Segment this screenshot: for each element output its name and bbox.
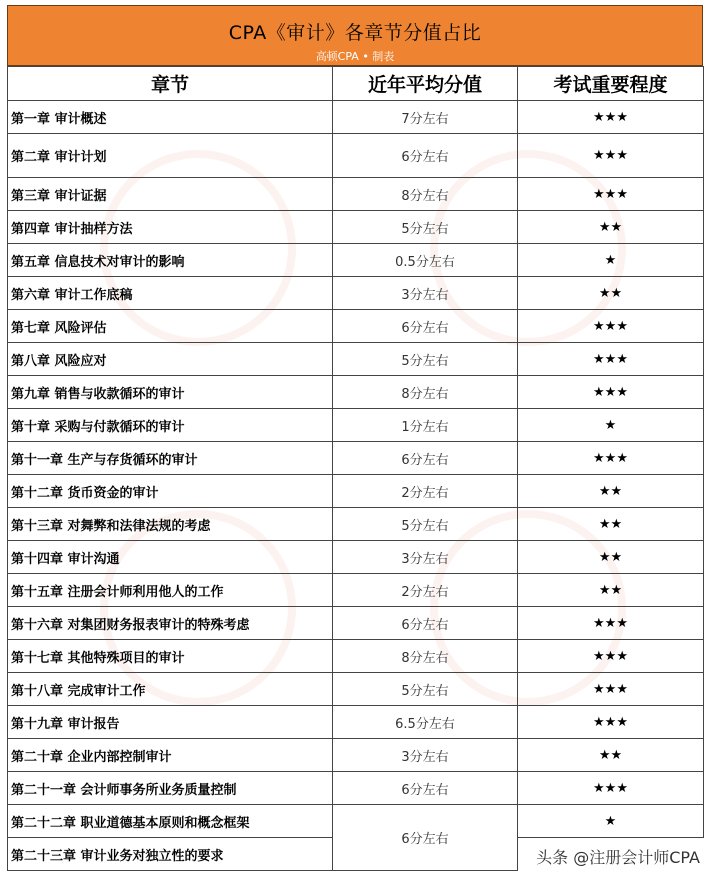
importance-cell: ★★★ <box>518 134 704 178</box>
importance-cell: ★★ <box>518 211 704 244</box>
table-row <box>8 211 704 244</box>
chapter-cell: 第一章 审计概述 <box>8 101 333 134</box>
importance-cell: ★★ <box>518 541 704 574</box>
table-row <box>8 574 704 607</box>
chapter-cell: 第九章 销售与收款循环的审计 <box>8 376 333 409</box>
table-row <box>8 310 704 343</box>
chapter-cell: 第十九章 审计报告 <box>8 706 333 739</box>
importance-cell: ★★★ <box>518 376 704 409</box>
table-row <box>8 343 704 376</box>
importance-cell: ★★★ <box>518 772 704 805</box>
table-row <box>8 508 704 541</box>
score-cell: 6.5分左右 <box>333 706 518 739</box>
chapter-cell: 第十七章 其他特殊项目的审计 <box>8 640 333 673</box>
chapter-cell: 第三章 审计证据 <box>8 178 333 211</box>
table-row <box>8 706 704 739</box>
table-row <box>8 673 704 706</box>
table-row <box>8 739 704 772</box>
page-title: CPA《审计》各章节分值占比 <box>228 22 482 44</box>
importance-cell: ★★ <box>518 277 704 310</box>
score-cell: 8分左右 <box>333 178 518 211</box>
table-row <box>8 178 704 211</box>
score-cell: 6分左右 <box>333 805 518 871</box>
chapter-cell: 第十八章 完成审计工作 <box>8 673 333 706</box>
score-cell: 5分左右 <box>333 211 518 244</box>
importance-cell: ★★★ <box>518 640 704 673</box>
importance-cell: ★★★ <box>518 706 704 739</box>
score-cell: 0.5分左右 <box>333 244 518 277</box>
chapter-cell: 第十三章 对舞弊和法律法规的考虑 <box>8 508 333 541</box>
chapter-cell: 第二十章 企业内部控制审计 <box>8 739 333 772</box>
table-row <box>8 376 704 409</box>
chapter-cell: 第五章 信息技术对审计的影响 <box>8 244 333 277</box>
chapter-cell: 第十五章 注册会计师利用他人的工作 <box>8 574 333 607</box>
importance-cell: ★ <box>518 805 704 838</box>
chapter-cell: 第二章 审计计划 <box>8 134 333 178</box>
chapter-cell: 第十章 采购与付款循环的审计 <box>8 409 333 442</box>
source-watermark: 头条 @注册会计师CPA <box>536 848 700 867</box>
chapter-cell: 第六章 审计工作底稿 <box>8 277 333 310</box>
table-row <box>8 244 704 277</box>
chapter-cell: 第四章 审计抽样方法 <box>8 211 333 244</box>
score-cell: 3分左右 <box>333 541 518 574</box>
chapter-cell: 第二十三章 审计业务对独立性的要求 <box>8 838 333 871</box>
chapter-cell: 第十六章 对集团财务报表审计的特殊考虑 <box>8 607 333 640</box>
table-row <box>8 442 704 475</box>
table-header-banner <box>7 5 703 66</box>
table-row <box>8 640 704 673</box>
importance-cell: ★★ <box>518 475 704 508</box>
table-row <box>8 134 704 178</box>
score-cell: 6分左右 <box>333 134 518 178</box>
chapter-cell: 第十四章 审计沟通 <box>8 541 333 574</box>
table-row <box>8 277 704 310</box>
score-cell: 6分左右 <box>333 310 518 343</box>
score-cell: 8分左右 <box>333 376 518 409</box>
score-cell: 6分左右 <box>333 607 518 640</box>
score-cell: 8分左右 <box>333 640 518 673</box>
table-body <box>8 101 704 871</box>
table-row <box>8 805 704 838</box>
importance-cell: ★★ <box>518 574 704 607</box>
importance-cell: ★★ <box>518 508 704 541</box>
chapter-cell: 第七章 风险评估 <box>8 310 333 343</box>
score-cell: 5分左右 <box>333 508 518 541</box>
column-header-importance: 考试重要程度 <box>518 67 704 101</box>
table-row <box>8 772 704 805</box>
column-header-row <box>8 67 704 101</box>
importance-cell: ★★★ <box>518 442 704 475</box>
chapter-cell: 第八章 风险应对 <box>8 343 333 376</box>
column-header-score: 近年平均分值 <box>333 67 518 101</box>
score-cell: 3分左右 <box>333 739 518 772</box>
table-row <box>8 541 704 574</box>
table-row <box>8 607 704 640</box>
chapter-cell: 第二十一章 会计师事务所业务质量控制 <box>8 772 333 805</box>
importance-cell: ★★★ <box>518 607 704 640</box>
score-cell: 6分左右 <box>333 442 518 475</box>
chapter-cell: 第二十二章 职业道德基本原则和概念框架 <box>8 805 333 838</box>
score-cell: 5分左右 <box>333 343 518 376</box>
importance-cell: ★★★ <box>518 178 704 211</box>
importance-cell: ★★★ <box>518 310 704 343</box>
score-cell: 6分左右 <box>333 772 518 805</box>
score-cell: 3分左右 <box>333 277 518 310</box>
importance-cell: ★★★ <box>518 101 704 134</box>
score-cell: 5分左右 <box>333 673 518 706</box>
importance-cell: ★★ <box>518 739 704 772</box>
table-row <box>8 475 704 508</box>
table-row <box>8 409 704 442</box>
score-cell: 7分左右 <box>333 101 518 134</box>
score-cell: 1分左右 <box>333 409 518 442</box>
score-cell: 2分左右 <box>333 574 518 607</box>
importance-cell: ★★★ <box>518 343 704 376</box>
page-subtitle: 高顿CPA • 制表 <box>315 50 395 63</box>
importance-cell: ★★★ <box>518 673 704 706</box>
importance-cell: ★ <box>518 409 704 442</box>
column-header-chapter: 章节 <box>8 67 333 101</box>
table-row <box>8 101 704 134</box>
chapter-cell: 第十一章 生产与存货循环的审计 <box>8 442 333 475</box>
chapter-score-table <box>7 66 704 871</box>
score-cell: 2分左右 <box>333 475 518 508</box>
score-table-page <box>7 5 703 871</box>
chapter-cell: 第十二章 货币资金的审计 <box>8 475 333 508</box>
importance-cell: ★ <box>518 244 704 277</box>
